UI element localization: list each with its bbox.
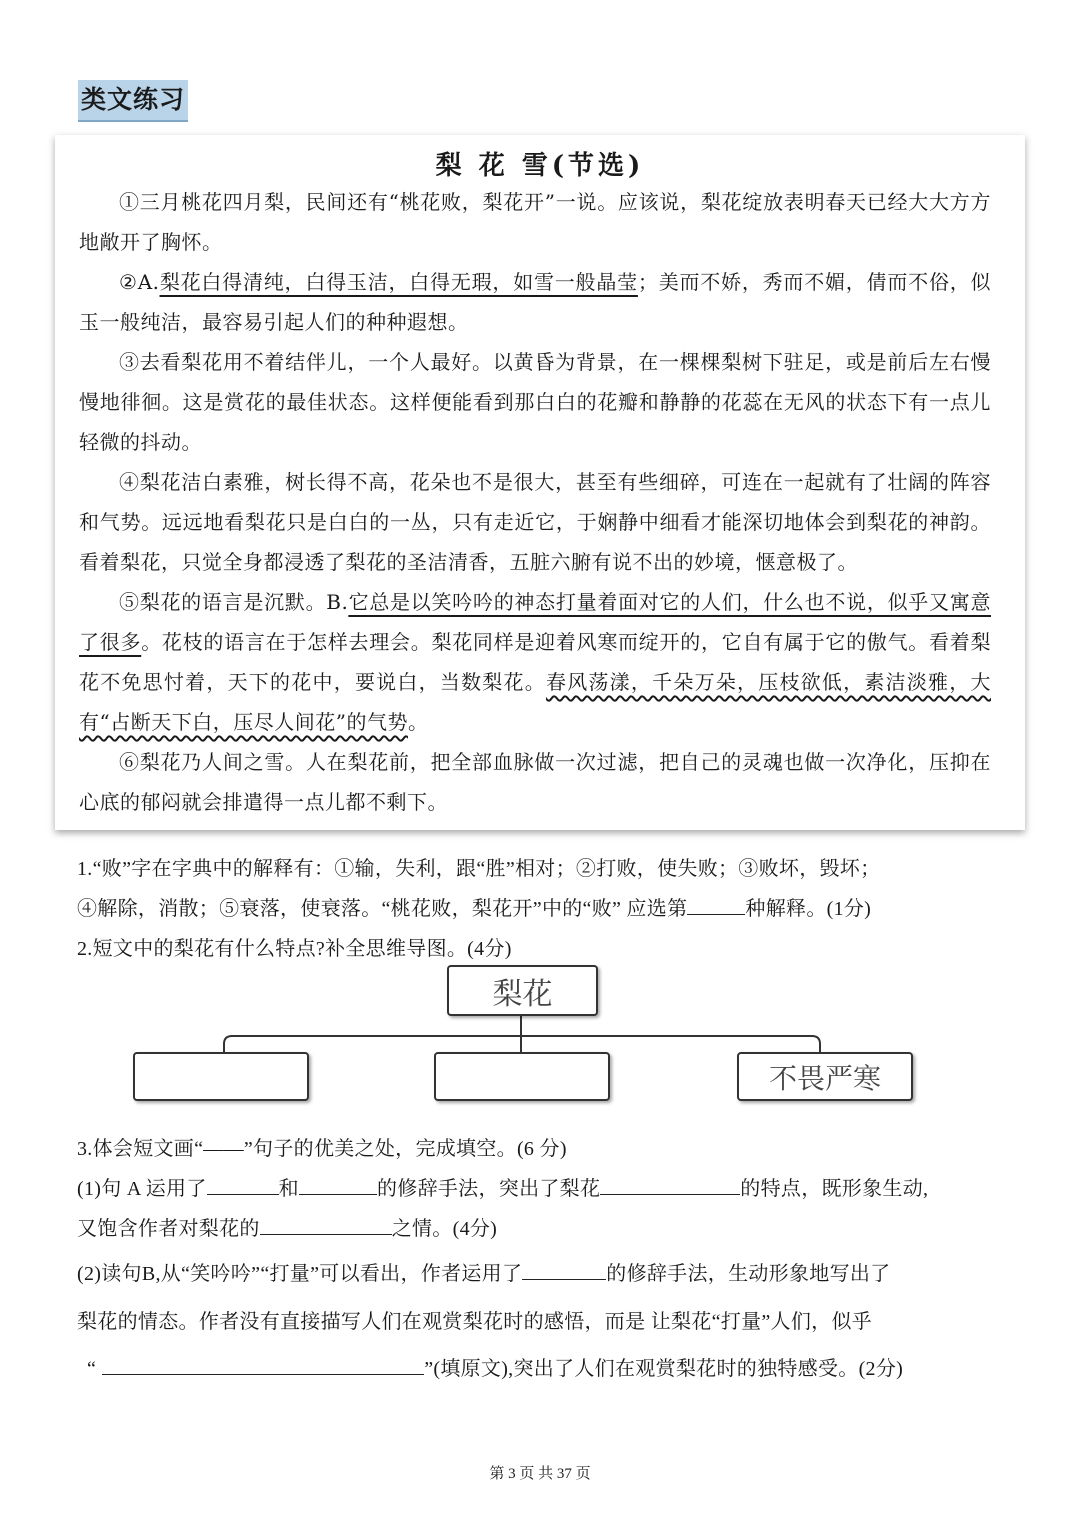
- answer-blank[interactable]: [260, 1214, 392, 1235]
- paragraph-3: ③去看梨花用不着结伴儿，一个人最好。以黄昏为背景，在一棵棵梨树下驻足，或是前后左右慢慢地徘徊。这是赏花的最佳状态。这样便能看到那白白的花瓣和静静的花蕊在无风的状态下有一点儿轻微的抖动。: [79, 350, 991, 454]
- answer-blank[interactable]: [522, 1259, 606, 1280]
- q3-1-text-e: 又饱含作者对梨花的: [77, 1218, 260, 1240]
- question-1-points: 种解释。(1分): [745, 898, 872, 920]
- mindmap-branch-2[interactable]: [434, 1052, 610, 1101]
- answer-blank[interactable]: [102, 1354, 424, 1375]
- sentence-b: 它总是以笑吟吟的神态打量着面对它的人们，什么也不说，似乎又寓意了很多: [79, 590, 991, 654]
- q3-1-text-b: 和: [278, 1178, 299, 1200]
- paragraph-5-mid: 。花枝的语言在于怎样去理会。梨花同样是迎着风寒而绽开的，它自有属于它的傲气。看着梨花不免思忖着，天下的花中，要说白，当数梨花。: [79, 630, 992, 694]
- q3-1-text-a: (1)句 A 运用了: [77, 1178, 207, 1200]
- question-3: 3.体会短文画“——”句子的优美之处，完成填空。(6 分): [77, 1138, 567, 1160]
- paragraph-1: ①三月桃花四月梨，民间还有“桃花败，梨花开”一说。应该说，梨花绽放表明春天已经大大方方地敞开了胸怀。: [79, 190, 991, 254]
- q3-2-text-a: (2)读句B,从“笑吟吟”“打量”可以看出，作者运用了: [77, 1263, 523, 1285]
- page-footer: 第 3 页 共 37 页: [489, 1466, 591, 1482]
- paragraph-4: ④梨花洁白素雅，树长得不高，花朵也不是很大，甚至有些细碎，可连在一起就有了壮阔的阵容和气势。远远地看梨花只是白白的一丛，只有走近它，于娴静中细看才能深切地体会到梨花的神韵。看着梨花，只觉全身都浸透了梨花的圣洁清香，五脏六腑有说不出的妙境，惬意极了。: [79, 470, 991, 574]
- question-3-2-line-2: 梨花的情态。作者没有直接描写人们在观赏梨花时的感悟，而是 让梨花“打量”人们，似乎: [77, 1311, 873, 1333]
- question-3-2-line-1: [77, 1257, 1007, 1286]
- question-1-text: ④解除，消散；⑤衰落，使衰落。“桃花败，梨花开”中的“败” 应选第: [77, 898, 688, 920]
- q3-2-quote-open: “: [87, 1358, 97, 1380]
- paragraph-5-lead: ⑤梨花的语言是沉默。B.: [119, 590, 349, 614]
- mindmap-branch-1[interactable]: [133, 1052, 309, 1101]
- label-a: ②A.: [119, 270, 160, 294]
- q3-1-text-c: 的修辞手法，突出了梨花: [376, 1178, 601, 1200]
- question-3-1-line-2: [77, 1212, 1007, 1241]
- wavy-sentence: 春风荡漾，千朵万朵，压枝欲低，素洁淡雅，大有“占断天下白，压尽人间花”的气势: [79, 670, 992, 734]
- paragraph-2-rest: ；美而不娇，秀而不媚，倩而不俗，似玉一般纯洁，最容易引起人们的种种遐想。: [79, 270, 992, 334]
- question-1-line-1: 1.“败”字在字典中的解释有：①输，失利，跟“胜”相对；②打败，使失败；③败坏，毁坏；: [77, 858, 881, 880]
- paragraph-6: ⑥梨花乃人间之雪。人在梨花前，把全部血脉做一次过滤，把自己的灵魂也做一次净化，压抑在心底的郁闷就会排遣得一点儿都不剩下。: [79, 750, 991, 814]
- paragraph-5-end: 。: [407, 710, 429, 734]
- q3-2-text-b: 的修辞手法，生动形象地写出了: [606, 1263, 891, 1285]
- answer-blank[interactable]: [207, 1174, 279, 1195]
- answer-blank[interactable]: [299, 1174, 377, 1195]
- mindmap-root: 梨花: [447, 965, 598, 1016]
- section-tag: 类文练习: [78, 80, 188, 120]
- q3-1-text-d: 的特点，既形象生动,: [740, 1178, 929, 1200]
- passage-title: 梨 花 雪(节选): [435, 151, 645, 181]
- q3-1-text-f: 之情。(4分): [391, 1218, 498, 1240]
- mindmap-branch-3: 不畏严寒: [737, 1052, 913, 1101]
- question-3-2-line-3: [87, 1352, 1017, 1381]
- q3-2-text-e: ”(填原文),突出了人们在观赏梨花时的独特感受。(2分): [424, 1358, 904, 1380]
- question-3-1-line-1: [77, 1172, 1007, 1201]
- answer-blank[interactable]: [600, 1174, 740, 1195]
- question-2: 2.短文中的梨花有什么特点?补全思维导图。(4分): [77, 938, 512, 960]
- sentence-a: 梨花白得清纯，白得玉洁，白得无瑕，如雪一般晶莹: [159, 270, 638, 294]
